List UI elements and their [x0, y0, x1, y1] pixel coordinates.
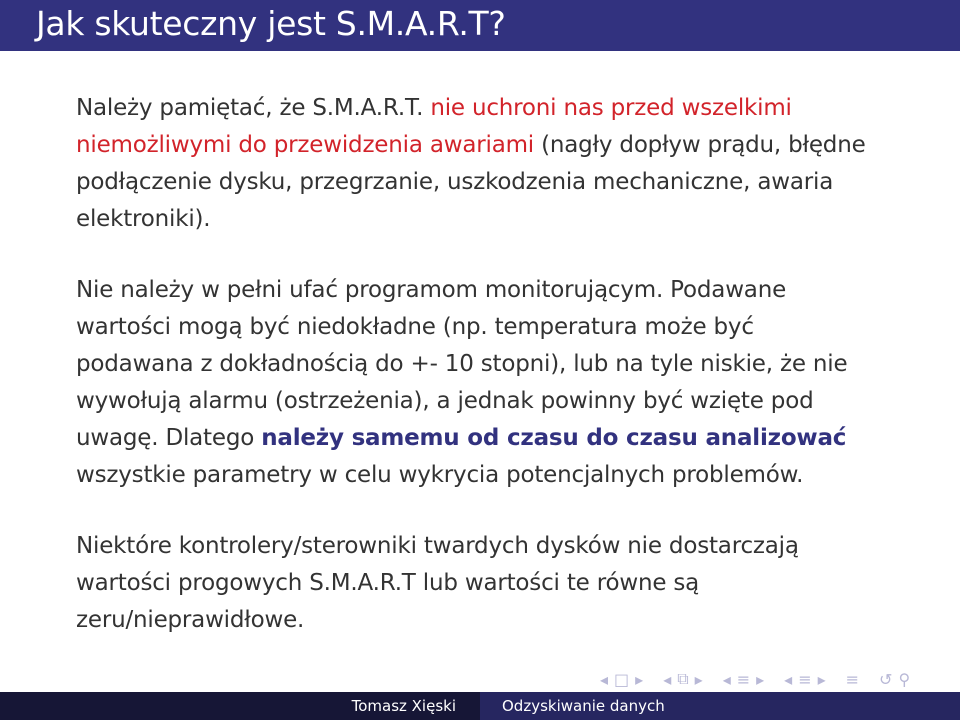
paragraph-1: [76, 90, 876, 238]
subsection-prev-icon[interactable]: ◂: [722, 669, 731, 689]
section-icon[interactable]: ≡: [798, 669, 812, 689]
slide-content: [76, 90, 876, 673]
align-icon[interactable]: ≡: [845, 669, 860, 689]
subsection-next-icon[interactable]: ▸: [756, 669, 765, 689]
paragraph-2: [76, 272, 876, 494]
frame-icon[interactable]: ⧉: [677, 669, 689, 688]
beamer-navigation: [600, 668, 916, 690]
footer: [0, 692, 960, 720]
title-bar: [0, 0, 960, 51]
subsection-icon[interactable]: ≡: [736, 669, 751, 689]
footer-author: Tomasz Xięski: [0, 692, 480, 720]
paragraph-1-space: [423, 132, 430, 158]
section-prev-icon[interactable]: ◂: [784, 669, 793, 689]
paragraph-3: Niektóre kontrolery/sterowniki twardych dysków nie dostarczają wartości progowych S.M.A.R.T lub wartości te równe są zeru/nieprawidłowe.: [76, 533, 799, 633]
paragraph-1-rest: (nagły dopływ prądu, błędne podłączenie dysku, przegrzanie, uszkodzenia mechaniczne, awaria elektroniki).: [76, 132, 866, 232]
footer-talk-title: Odzyskiwanie danych: [480, 692, 960, 720]
paragraph-2-rest: wszystkie parametry w celu wykrycia potencjalnych problemów.: [76, 462, 804, 488]
section-next-icon[interactable]: ▸: [817, 669, 826, 689]
paragraph-1-intro: Należy pamiętać, że S.M.A.R.T.: [76, 95, 431, 121]
paragraph-2-emphasis: należy samemu od czasu do czasu analizować: [261, 425, 847, 451]
back-icon[interactable]: ↺: [879, 669, 893, 689]
frame-next-icon[interactable]: ▸: [694, 669, 703, 689]
search-icon[interactable]: ⚲: [898, 669, 911, 689]
paragraph-2-intro: Nie należy w pełni ufać programom monitorującym. Podawane wartości mogą być niedokładne (np. temperatura może być podawana z dokładnością do +- 10 stopni), lub na tyle niskie, że nie wywołują alarmu (ostrzeżenia), a jednak powinny być wzięte pod uwagę. Dlatego: [76, 277, 848, 451]
slide-icon[interactable]: □: [614, 669, 630, 689]
slide-title: Jak skuteczny jest S.M.A.R.T?: [36, 4, 506, 43]
slide-prev-icon[interactable]: ◂: [600, 669, 609, 689]
paragraph-1-alert-awariami: awariami: [429, 132, 534, 158]
slide-next-icon[interactable]: ▸: [635, 669, 644, 689]
paragraph-1-alert: nie uchroni nas przed wszelkimi niemożliwymi do przewidzenia: [76, 95, 792, 158]
frame-prev-icon[interactable]: ◂: [663, 669, 672, 689]
